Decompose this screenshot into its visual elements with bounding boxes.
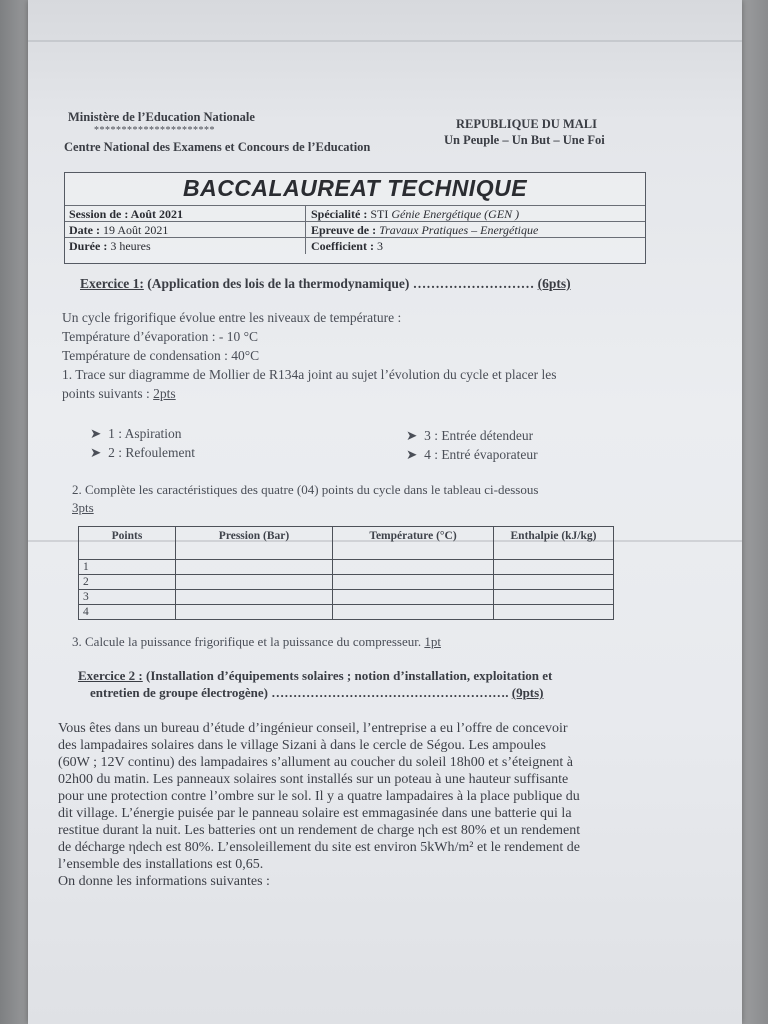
duree [69, 239, 299, 254]
table-header-row [79, 527, 614, 560]
date-label: Date : [69, 223, 100, 237]
paragraph-line: des lampadaires solaires dans le village Sizani à dans le cercle de Ségou. Les ampoules [58, 738, 546, 753]
paragraph-line: dit village. L’énergie puisée par le panneau solaire est emmagasinée dans une batterie qui la [58, 806, 572, 821]
exam-center-name: Centre National des Examens et Concours de l’Education [64, 140, 371, 154]
col-header-temperature: Température (°C) [333, 527, 494, 560]
table-row [79, 575, 614, 590]
col-header-pression: Pression (Bar) [176, 527, 333, 560]
bullet-label: 2 : Refoulement [108, 445, 196, 460]
paragraph-line: On donne les informations suivantes : [58, 874, 270, 889]
pression-cell [176, 605, 333, 620]
date [69, 223, 299, 238]
paragraph-line: pour une protection contre l’ombre sur le sol. Il y a quatre lampadaires à la place publique du [58, 789, 580, 804]
specialite-label: Spécialité : [311, 207, 368, 221]
paragraph-line: Vous êtes dans un bureau d’étude d’ingénieur conseil, l’entreprise a eu l’offre de concevoir [58, 721, 568, 736]
info-divider [305, 222, 306, 238]
paragraph-line: restitue durant la nuit. Les batteries ont un rendement de charge ηch est 80% et un rendement [58, 823, 581, 838]
specialite [311, 207, 519, 222]
exercise-2-points: (9pts) [511, 685, 544, 700]
question-2-points: 3pts [72, 500, 94, 515]
bullet-item [406, 447, 538, 463]
col-header-enthalpie: Enthalpie (kJ/kg) [494, 527, 614, 560]
row-point-number: 4 [79, 605, 176, 620]
republic-name: REPUBLIQUE DU MALI [456, 117, 597, 131]
exercise-2-subtitle: (Installation d’équipements solaires ; notion d’installation, exploitation et [145, 668, 553, 683]
session: Session de : Août 2021 [69, 207, 184, 221]
duree-label: Durée : [69, 239, 108, 253]
enthalpie-cell [494, 560, 614, 575]
exercise-2-heading-line-2 [90, 685, 544, 701]
specialite-detail: Génie Energétique (GEN ) [391, 207, 520, 221]
pression-cell [176, 560, 333, 575]
coefficient-value: 3 [376, 239, 383, 253]
paragraph-line: (60W ; 12V continu) des lampadaires s’allument au coucher du soleil 18h00 et s’éteignent à [58, 755, 574, 770]
bullet-label: 1 : Aspiration [108, 426, 182, 441]
arrow-bullet-icon: ➤ [90, 426, 102, 441]
info-divider [305, 238, 306, 254]
info-row-duree [65, 237, 645, 254]
paper-fold [28, 40, 742, 42]
arrow-bullet-icon: ➤ [406, 428, 418, 443]
enthalpie-cell [494, 575, 614, 590]
bullet-item [406, 428, 533, 444]
ministry-name: Ministère de l’Education Nationale [68, 110, 255, 124]
condensation-temp: Température de condensation : 40°C [62, 348, 260, 363]
col-header-points: Points [79, 527, 176, 560]
national-motto: Un Peuple – Un But – Une Foi [444, 133, 605, 147]
row-point-number: 3 [79, 590, 176, 605]
exam-sheet [28, 0, 742, 1024]
exercise-2-paragraph [58, 720, 648, 890]
exercise-1-points: (6pts) [537, 276, 571, 291]
row-point-number: 1 [79, 560, 176, 575]
question-1-line-2 [62, 386, 176, 402]
duree-value: 3 heures [110, 239, 151, 253]
exercise-1-heading [80, 276, 571, 292]
exercise-1-subtitle: (Application des lois de la thermodynamique) ……………………… [147, 276, 535, 291]
question-1-line-1: 1. Trace sur diagramme de Mollier de R134a joint au sujet l’évolution du cycle et placer les [62, 367, 557, 382]
question-3-text: 3. Calcule la puissance frigorifique et la puissance du compresseur. [72, 634, 422, 649]
specialite-value: STI [370, 207, 389, 221]
enthalpie-cell [494, 590, 614, 605]
bullet-label: 3 : Entrée détendeur [424, 428, 534, 443]
arrow-bullet-icon: ➤ [406, 447, 418, 462]
question-2-line-1: 2. Complète les caractéristiques des quatre (04) points du cycle dans le tableau ci-dessous [72, 482, 539, 497]
table-row [79, 560, 614, 575]
question-1-text: points suivants : [62, 386, 150, 401]
table-row [79, 605, 614, 620]
paragraph-line: 02h00 du matin. Les panneaux solaires sont installés sur un poteau à une hauteur suffisante [58, 772, 569, 787]
question-1-points: 2pts [153, 386, 176, 401]
cycle-points-table [78, 526, 614, 620]
temperature-cell [333, 575, 494, 590]
info-row-session [65, 205, 645, 222]
temperature-cell [333, 605, 494, 620]
bullet-label: 4 : Entré évaporateur [424, 447, 538, 462]
coefficient [311, 239, 383, 254]
paragraph-line: l’ensemble des installations est 0,65. [58, 857, 264, 872]
row-point-number: 2 [79, 575, 176, 590]
paragraph-line: de décharge ηdech est 80%. L’ensoleillement du site est environ 5kWh/m² et le rendement de [58, 840, 580, 855]
date-value: 19 Août 2021 [102, 223, 169, 237]
epreuve-label: Epreuve de : [311, 223, 377, 237]
question-3-points: 1pt [424, 634, 441, 649]
header-stars: ********************** [94, 125, 215, 136]
arrow-bullet-icon: ➤ [90, 445, 102, 460]
coefficient-label: Coefficient : [311, 239, 374, 253]
cycle-intro: Un cycle frigorifique évolue entre les niveaux de température : [62, 310, 402, 325]
exercise-1-title: Exercice 1: [80, 276, 144, 291]
epreuve [311, 223, 538, 238]
exercise-2-title: Exercice 2 : [78, 668, 143, 683]
evaporation-temp: Température d’évaporation : - 10 °C [62, 329, 259, 344]
info-row-date [65, 221, 645, 238]
temperature-cell [333, 560, 494, 575]
exercise-2-subtitle-2: entretien de groupe électrogène) ………………………………………………. [90, 685, 509, 700]
table-row [79, 590, 614, 605]
pression-cell [176, 575, 333, 590]
info-divider [305, 206, 306, 222]
enthalpie-cell [494, 605, 614, 620]
epreuve-value: Travaux Pratiques – Energétique [379, 223, 539, 237]
exercise-2-heading [78, 668, 552, 684]
bullet-item [90, 445, 195, 461]
question-3 [72, 634, 441, 650]
temperature-cell [333, 590, 494, 605]
exam-info-box [64, 172, 646, 264]
bullet-item [90, 426, 182, 442]
pression-cell [176, 590, 333, 605]
exam-title: BACCALAUREAT TECHNIQUE [182, 175, 528, 201]
